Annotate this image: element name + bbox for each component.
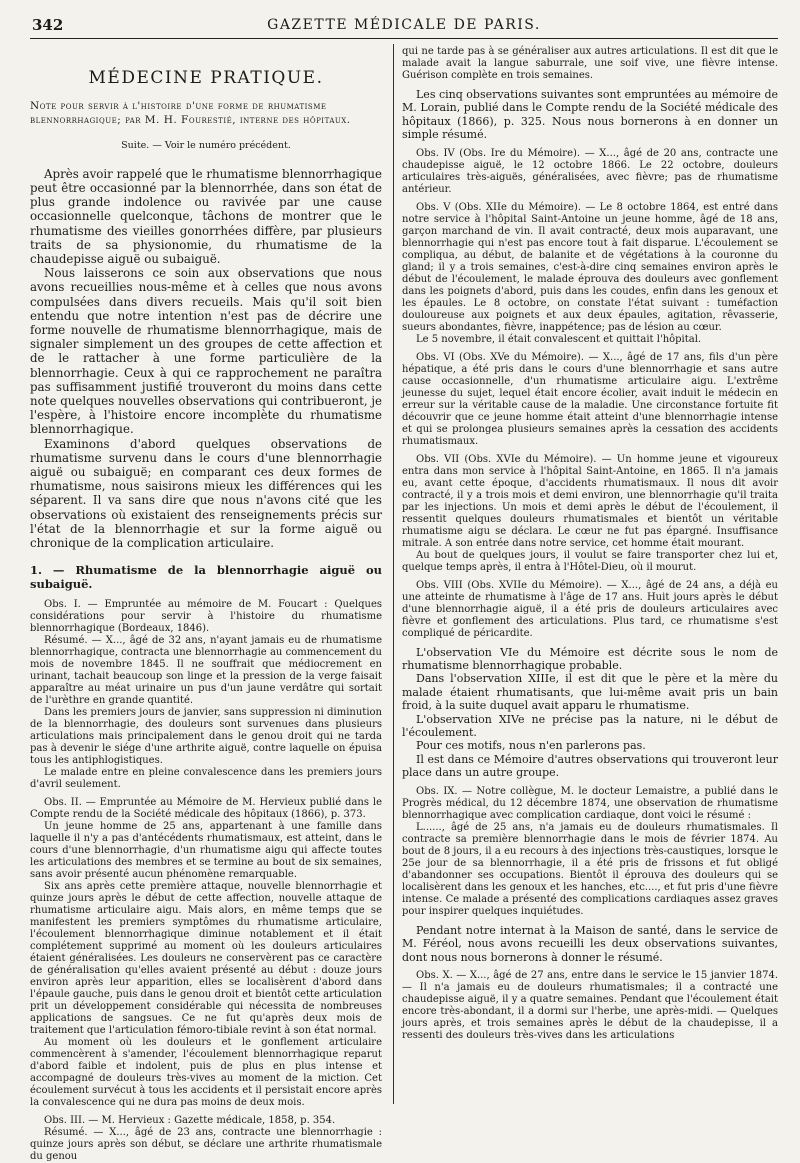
left-column bbox=[30, 44, 382, 1163]
observation-10: Obs. X. — X..., âgé de 27 ans, entre dans le service le 15 janvier 1874. — Il n'a jamais eu de douleurs rhumatismales; il a contracté une chaudepisse aiguë, il y a quatre semaines. Pendant que l'écoulement était encore très-abondant, il a dormi sur l'herbe, une après-midi. — Quelques jours après, et trois semaines après le début de la chaudepisse, il a ressenti des douleurs très-vives dans les articulations bbox=[402, 969, 778, 1041]
observation-7-end: Au bout de quelques jours, il voulut se faire transporter chez lui et, quelque temps après, il entra à l'Hôtel-Dieu, où il mourut. bbox=[402, 549, 778, 573]
lorain-paragraph: Les cinq observations suivantes sont empruntées au mémoire de M. Lorain, publié dans le Compte rendu de la Société médicale des hôpitaux (1866), p. 325. Nous nous bornerons à en donner un simple résumé. bbox=[402, 88, 778, 142]
page-header bbox=[30, 14, 778, 39]
intro-paragraph: Nous laisserons ce soin aux observations que nous avons recueillies nous-même et à celles que nous avons compulsées dans divers recueils. Mais qu'il soit bien entendu que notre intention n'est pas de décrire une forme nouvelle de rhumatisme blennorrhagique, mais de signaler simplement un des groupes de cette affection et de le rattacher à une forme particulière de la blennorrhagie. Ceux à qui ce rapprochement ne paraîtra pas suffisamment justifié trouveront du moins dans cette note quelques nouvelles observations qui contribueront, je l'espère, à l'histoire encore incomplète du rhumatisme blennorrhagique. bbox=[30, 266, 382, 437]
obs-heading: Obs. II. — Empruntée au Mémoire de M. Hervieux publié dans le Compte rendu de la Société médicale des hôpitaux (1866), p. 373. bbox=[30, 797, 382, 821]
obs-heading: Obs. IX. — Notre collègue, M. le docteur Lemaistre, a publié dans le Progrès médical, du 12 décembre 1874, une observation de rhumatisme blennorrhagique avec complication cardiaque, dont voici le résumé : bbox=[402, 785, 778, 821]
right-column bbox=[402, 46, 778, 1110]
continuation-note: Suite. — Voir le numéro précédent. bbox=[121, 140, 291, 152]
comment-paragraph: Pour ces motifs, nous n'en parlerons pas. bbox=[416, 739, 646, 753]
observation-5: Obs. V (Obs. XIIe du Mémoire). — Le 8 octobre 1864, est entré dans notre service à l'hôpital Saint-Antoine un jeune homme, âgé de 18 ans, garçon marchand de vin. Il avait contracté, deux mois auparavant, une blennorrhagie qui n'est pas encore tout à fait disparue. L'écoulement se compliqua, au début, de balanite et de végétations à la couronne du gland; il y a trois semaines, c'est-à-dire cinq semaines environ après le début de l'écoulement, le malade éprouva des douleurs avec gonflement dans les poignets d'abord, puis dans les coudes, enfin dans les genoux et les épaules. Le 8 octobre, on constate l'état suivant : tuméfaction douloureuse aux poignets et aux deux épaules, agitation, rêvasserie, sueurs abondantes, fièvre, inappétence; pas de lésion au cœur. bbox=[402, 201, 778, 333]
memoir-comments bbox=[402, 646, 778, 780]
continued-text: qui ne tarde pas à se généraliser aux autres articulations. Il est dit que le malade avait la langue saburrale, une soif vive, une fièvre intense. Guérison complète en trois semaines. bbox=[402, 46, 778, 81]
observation-7: Obs. VII (Obs. XVIe du Mémoire). — Un homme jeune et vigoureux entra dans mon service à l'hôpital Saint-Antoine, en 1865. Il n'a jamais eu, avant cette époque, d'accidents rhumatismaux. Il nous dit avoir contracté, il y a trois mois et demi environ, une blennorrhagie qu'il traita par les injections. Un mois et demi après le début de l'écoulement, il ressentit quelques douleurs rhumatismales et bientôt un véritable rhumatisme aigu se déclara. Le cœur ne fut pas épargné. Insuffisance mitrale. A son entrée dans notre service, cet homme était mourant. bbox=[402, 453, 778, 549]
obs-paragraph: Un jeune homme de 25 ans, appartenant à une famille dans laquelle il n'y a pas d'antécédents rhumatismaux, est atteint, dans le cours d'une blennorrhagie, d'un rhumatisme aigu qui affecte toutes les articulations des membres et se termine au bout de six semaines, sans avoir présenté aucun phénomène remarquable. bbox=[30, 821, 382, 881]
observation-4: Obs. IV (Obs. Ire du Mémoire). — X..., âgé de 20 ans, contracte une chaudepisse aiguë, le 12 octobre 1866. Le 22 octobre, douleurs articulaires très-aiguës, généralisées, avec fièvre; pas de rhumatisme antérieur. bbox=[402, 147, 778, 195]
obs-paragraph: Résumé. — X..., âgé de 23 ans, contracte une blennorrhagie : quinze jours après son début, se déclare une arthrite rhumatismale du genou bbox=[30, 1127, 382, 1163]
page-number: 342 bbox=[32, 16, 64, 34]
obs-paragraph: Le malade entre en pleine convalescence dans les premiers jours d'avril seulement. bbox=[30, 767, 382, 791]
observation-3 bbox=[30, 1115, 382, 1163]
subsection-heading: 1. — Rhumatisme de la blennorrhagie aiguë ou subaiguë. bbox=[30, 563, 382, 591]
obs-paragraph: Six ans après cette première attaque, nouvelle blennorrhagie et quinze jours après le début de cette affection, nouvelle attaque de rhumatisme articulaire aigu. Mais alors, en même temps que se manifestent les premiers symptômes du rhumatisme articulaire, l'écoulement blennorrhagique diminue notablement et il était complétement supprimé au moment où les douleurs articulaires étaient généralisées. Les douleurs ne conservèrent pas ce caractère de généralisation qu'elles avaient présenté au début : douze jours environ après leur apparition, elles se localisèrent d'abord dans l'épaule gauche, puis dans le genou droit et bientôt cette articulation prit un développement considérable qui nécessita de nombreuses applications de sangsues. Ce ne fut qu'après deux mois de traitement que l'articulation fémoro-tibiale revint à son état normal. bbox=[30, 881, 382, 1037]
comment-paragraph: L'observation VIe du Mémoire est décrite sous le nom de rhumatisme blennorrhagique probable. bbox=[402, 645, 778, 673]
intro-paragraph: Après avoir rappelé que le rhumatisme blennorrhagique peut être occasionné par la blennorrhée, dans son état de plus grande indolence ou ravivée par une cause occasionnelle quelconque, tâchons de montrer que le rhumatisme des vieilles gonorrhées diffère, par plusieurs traits de sa physionomie, du rhumatisme de la chaudepisse aiguë ou subaiguë. bbox=[30, 166, 382, 267]
observation-6: Obs. VI (Obs. XVe du Mémoire). — X..., âgé de 17 ans, fils d'un père hépatique, a été pris dans le cours d'une blennorrhagie et sans autre cause occasionnelle, d'un rhumatisme articulaire aigu. L'extrême jeunesse du sujet, lequel était encore écolier, avait induit le médecin en erreur sur la véritable cause de la maladie. Une circonstance fortuite fit découvrir que ce jeune homme était atteint d'une blennorrhagie intense et qui se prolongea plusieurs semaines après la cessation des accidents rhumatismaux. bbox=[402, 351, 778, 447]
internat-paragraph: Pendant notre internat à la Maison de santé, dans le service de M. Féréol, nous avons recueilli les deux observations suivantes, dont nous nous bornerons à donner le résumé. bbox=[402, 923, 778, 964]
comment-paragraph: Dans l'observation XIIIe, il est dit que le père et la mère du malade étaient rhumatisants, que lui-même avait pris un bain froid, à la suite duquel avait apparu le rhumatisme. bbox=[402, 672, 778, 713]
obs-paragraph: Dans les premiers jours de janvier, sans suppression ni diminution de la blennorrhagie, des douleurs sont survenues dans plusieurs articulations mais principalement dans le genou droit qui ne tarda pas à devenir le siége d'une arthrite aiguë, contre laquelle on épuisa tous les antiphlogistiques. bbox=[30, 707, 382, 767]
observation-5-end: Le 5 novembre, il était convalescent et quittait l'hôpital. bbox=[416, 333, 702, 345]
observation-9 bbox=[402, 786, 778, 918]
column-divider bbox=[393, 44, 394, 1104]
comment-paragraph: L'observation XIVe ne précise pas la nature, ni le début de l'écoulement. bbox=[402, 712, 778, 740]
running-title: GAZETTE MÉDICALE DE PARIS. bbox=[267, 17, 541, 33]
obs-paragraph: L......, âgé de 25 ans, n'a jamais eu de douleurs rhumatismales. Il contracte sa première blennorrhagie dans le mois de février 1874. Au bout de 8 jours, il a eu recours à des injections très-caustiques, lorsque le 25e jour de sa blennorrhagie, il a été pris de frissons et fut obligé d'abandonner ses occupations. Bientôt il éprouva des douleurs qui se localisèrent dans les genoux et les hanches, etc...., et fut pris d'une fièvre intense. Ce malade a présenté des complications cardiaques assez graves pour inspirer quelques inquiétudes. bbox=[402, 821, 778, 917]
obs-heading: Obs. III. — M. Hervieux : Gazette médicale, 1858, p. 354. bbox=[44, 1115, 336, 1127]
observation-2 bbox=[30, 797, 382, 1109]
intro-paragraph: Examinons d'abord quelques observations de rhumatisme survenu dans le cours d'une blennorrhagie aiguë ou subaiguë; en comparant ces deux formes de rhumatisme, nous saisirons mieux les différences qui les séparent. Il va sans dire que nous n'avons cité que les observations où existaient des renseignements précis sur l'état de la blennorrhagie et sur la forme aiguë ou chronique de la complication articulaire. bbox=[30, 436, 382, 551]
obs-heading: Obs. I. — Empruntée au mémoire de M. Foucart : Quelques considérations pour servir à l'histoire du rhumatisme blennorrhagique (Bordeaux, 1846). bbox=[30, 599, 382, 635]
obs-paragraph: Au moment où les douleurs et le gonflement articulaire commencèrent à s'amender, l'écoulement blennorrhagique reparut d'abord faible et indolent, puis de plus en plus intense et accompagné de douleurs très-vives au moment de la miction. Cet écoulement survécut à tous les accidents et il persistait encore après la convalescence qui ne dura pas moins de deux mois. bbox=[30, 1037, 382, 1109]
observation-1 bbox=[30, 599, 382, 791]
comment-paragraph: Il est dans ce Mémoire d'autres observations qui trouveront leur place dans un autre groupe. bbox=[402, 752, 778, 780]
obs-paragraph: Résumé. — X..., âgé de 32 ans, n'ayant jamais eu de rhumatisme blennorrhagique, contracta une blennorrhagie au commencement du mois de novembre 1845. Il ne souffrait que médiocrement en urinant, tachait beaucoup son linge et la pression de la verge faisait apparaître au méat urinaire un pus d'un jaune verdâtre qui sortait de l'urèthre en grande quantité. bbox=[30, 635, 382, 707]
observation-8: Obs. VIII (Obs. XVIIe du Mémoire). — X..., âgé de 24 ans, a déjà eu une atteinte de rhumatisme à l'âge de 17 ans. Huit jours après le début d'une blennorrhagie aiguë, il a été pris de douleurs articulaires avec fièvre et gonflement des articulations. Plus tard, ce rhumatisme s'est compliqué de péricardite. bbox=[402, 579, 778, 639]
introduction bbox=[30, 167, 382, 550]
section-title: MÉDECINE PRATIQUE. bbox=[88, 68, 324, 88]
article-title: Note pour servir à l'histoire d'une forme de rhumatisme blennorrhagique; par M. H. Fourestié, interne des hôpitaux. bbox=[30, 100, 351, 127]
